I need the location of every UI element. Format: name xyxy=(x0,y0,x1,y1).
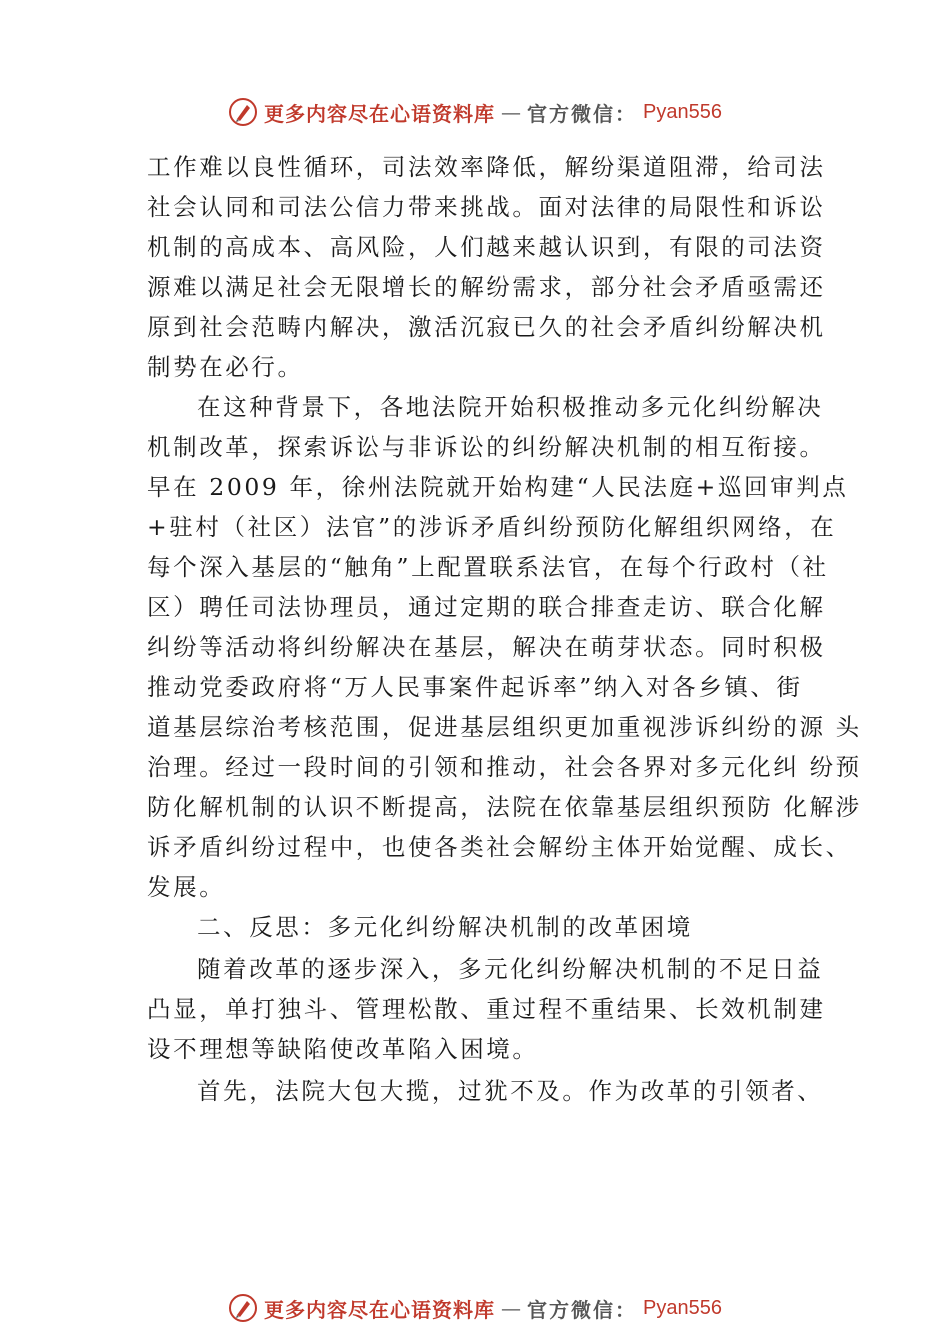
body-line: 区）聘任司法协理员，通过定期的联合排查走访、联合化解 xyxy=(147,593,826,621)
body-line: 设不理想等缺陷使改革陷入困境。 xyxy=(147,1035,539,1063)
body-line: 治理。经过一段时间的引领和推动，社会各界对多元化纠 纷预 xyxy=(147,753,862,781)
footer-wechat-label: 官方微信： xyxy=(527,1297,638,1322)
paragraph-start-line: 在这种背景下，各地法院开始积极推动多元化纠纷解决 xyxy=(197,393,824,421)
body-line: 机制的高成本、高风险，人们越来越认识到，有限的司法资 xyxy=(147,233,826,261)
body-line: +驻村（社区）法官”的涉诉矛盾纠纷预防化解组织网络，在 xyxy=(147,513,837,541)
body-line: 推动党委政府将“万人民事案件起诉率”纳入对各乡镇、街 xyxy=(147,673,803,701)
header-banner xyxy=(0,94,950,130)
body-line: 机制改革，探索诉讼与非诉讼的纠纷解决机制的相互衔接。 xyxy=(147,433,826,461)
footer-wechat-id: Pyan556 xyxy=(643,1296,722,1319)
document-body xyxy=(147,147,862,1111)
body-line: 防化解机制的认识不断提高，法院在依靠基层组织预防 化解涉 xyxy=(147,793,862,821)
section-heading: 二、反思：多元化纠纷解决机制的改革困境 xyxy=(197,913,693,941)
body-line: 诉矛盾纠纷过程中，也使各类社会解纷主体开始觉醒、成长、 xyxy=(147,833,852,861)
body-line: 每个深入基层的“触角”上配置联系法官，在每个行政村（社 xyxy=(147,553,829,581)
body-line: 发展。 xyxy=(147,873,226,901)
banner-wechat-id: Pyan556 xyxy=(643,100,722,123)
banner-wechat-label: 官方微信： xyxy=(527,101,638,126)
body-line: 社会认同和司法公信力带来挑战。面对法律的局限性和诉讼 xyxy=(147,193,826,221)
body-line: 源难以满足社会无限增长的解纷需求，部分社会矛盾亟需还 xyxy=(147,273,826,301)
banner-dash: — xyxy=(501,100,522,124)
paragraph-start-line: 随着改革的逐步深入，多元化纠纷解决机制的不足日益 xyxy=(197,955,824,983)
banner-title: 更多内容尽在心语资料库 xyxy=(264,101,496,126)
footer-dash: — xyxy=(501,1296,522,1320)
body-line: 早在 2009 年，徐州法院就开始构建“人民法庭+巡回审判点 xyxy=(147,473,849,501)
footer-banner xyxy=(0,1290,950,1326)
body-line: 工作难以良性循环，司法效率降低，解纷渠道阻滞，给司法 xyxy=(147,153,826,181)
pen-nib-logo-icon xyxy=(228,97,258,127)
footer-title: 更多内容尽在心语资料库 xyxy=(264,1297,496,1322)
body-line: 凸显，单打独斗、管理松散、重过程不重结果、长效机制建 xyxy=(147,995,826,1023)
body-line: 纠纷等活动将纠纷解决在基层，解决在萌芽状态。同时积极 xyxy=(147,633,826,661)
body-line: 道基层综治考核范围，促进基层组织更加重视涉诉纠纷的源 头 xyxy=(147,713,862,741)
body-line: 原到社会范畴内解决，激活沉寂已久的社会矛盾纠纷解决机 xyxy=(147,313,826,341)
body-line: 制势在必行。 xyxy=(147,353,304,381)
paragraph-start-line: 首先，法院大包大揽，过犹不及。作为改革的引领者、 xyxy=(197,1077,824,1105)
pen-nib-logo-icon xyxy=(228,1293,258,1323)
